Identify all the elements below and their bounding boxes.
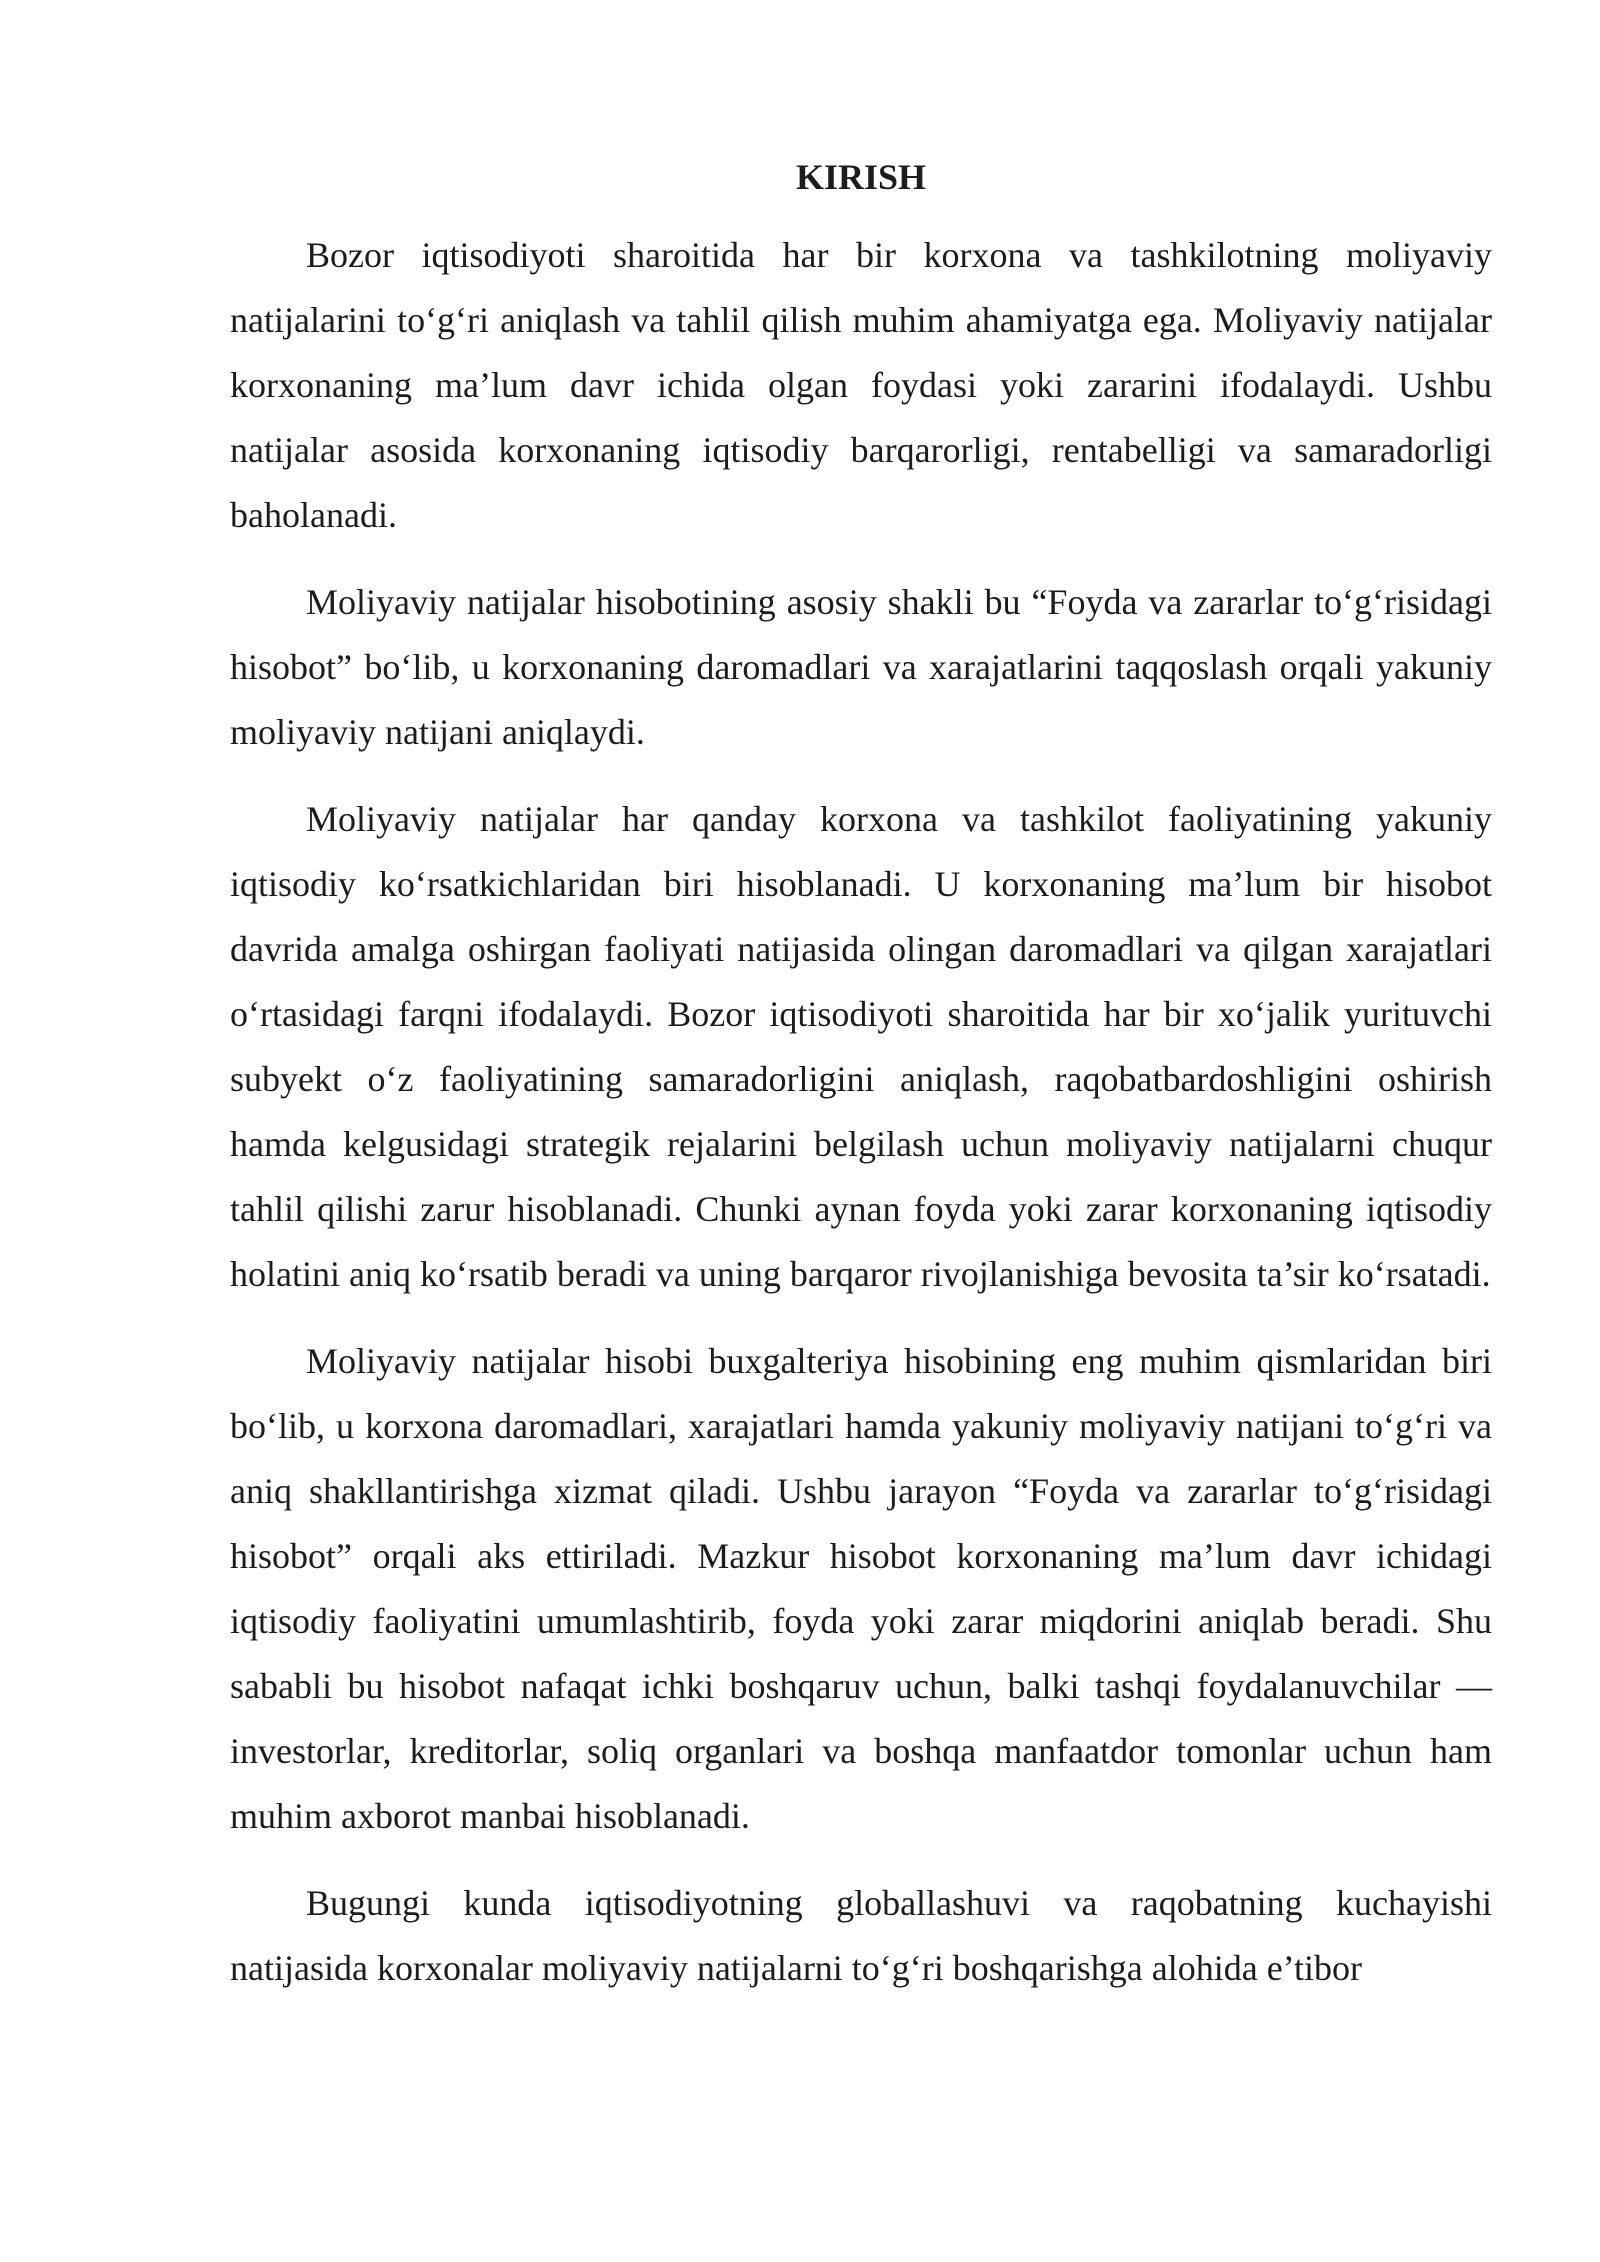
paragraph-5: Bugungi kunda iqtisodiyotning globallashuvi va raqobatning kuchayishi natijasida korxonalar moliyaviy natijalarni to‘g‘ri boshqarishga alohida e’tibor [230,1883,1492,1988]
paragraph-4: Moliyaviy natijalar hisobi buxgalteriya hisobining eng muhim qismlaridan biri bo‘lib, u korxona daromadlari, xarajatlari hamda yakuniy moliyaviy natijani to‘g‘ri va aniq shakllantirishga xizmat qiladi. Ushbu jarayon “Foyda va zararlar to‘g‘risidagi hisobot” orqali aks ettiriladi. Mazkur hisobot korxonaning ma’lum davr ichidagi iqtisodiy faoliyatini umumlashtirib, foyda yoki zarar miqdorini aniqlab beradi. Shu sababli bu hisobot nafaqat ichki boshqaruv uchun, balki tashqi foydalanuvchilar — investorlar, kreditorlar, soliq organlari va boshqa manfaatdor tomonlar uchun ham muhim axborot manbai hisoblanadi. [230,1341,1492,1836]
paragraph-2: Moliyaviy natijalar hisobotining asosiy shakli bu “Foyda va zararlar to‘g‘risidagi hisobot” bo‘lib, u korxonaning daromadlari va xarajatlarini taqqoslash orqali yakuniy moliyaviy natijani aniqlaydi. [230,582,1492,752]
paragraph-3: Moliyaviy natijalar har qanday korxona va tashkilot faoliyatining yakuniy iqtisodiy ko‘rsatkichlaridan biri hisoblanadi. U korxonaning ma’lum bir hisobot davrida amalga oshirgan faoliyati natijasida olingan daromadlari va qilgan xarajatlari o‘rtasidagi farqni ifodalaydi. Bozor iqtisodiyoti sharoitida har bir xo‘jalik yurituvchi subyekt o‘z faoliyatining samaradorligini aniqlash, raqobatbardoshligini oshirish hamda kelgusidagi strategik rejalarini belgilash uchun moliyaviy natijalarni chuqur tahlil qilishi zarur hisoblanadi. Chunki aynan foyda yoki zarar korxonaning iqtisodiy holatini aniq ko‘rsatib beradi va uning barqaror rivojlanishiga bevosita ta’sir ko‘rsatadi. [230,799,1492,1294]
document-body [230,148,1492,2001]
section-title: KIRISH [795,157,927,197]
paragraph-1: Bozor iqtisodiyoti sharoitida har bir korxona va tashkilotning moliyaviy natijalarini to‘g‘ri aniqlash va tahlil qilish muhim ahamiyatga ega. Moliyaviy natijalar korxonaning ma’lum davr ichida olgan foydasi yoki zararini ifodalaydi. Ushbu natijalar asosida korxonaning iqtisodiy barqarorligi, rentabelligi va samaradorligi baholanadi. [230,235,1492,535]
